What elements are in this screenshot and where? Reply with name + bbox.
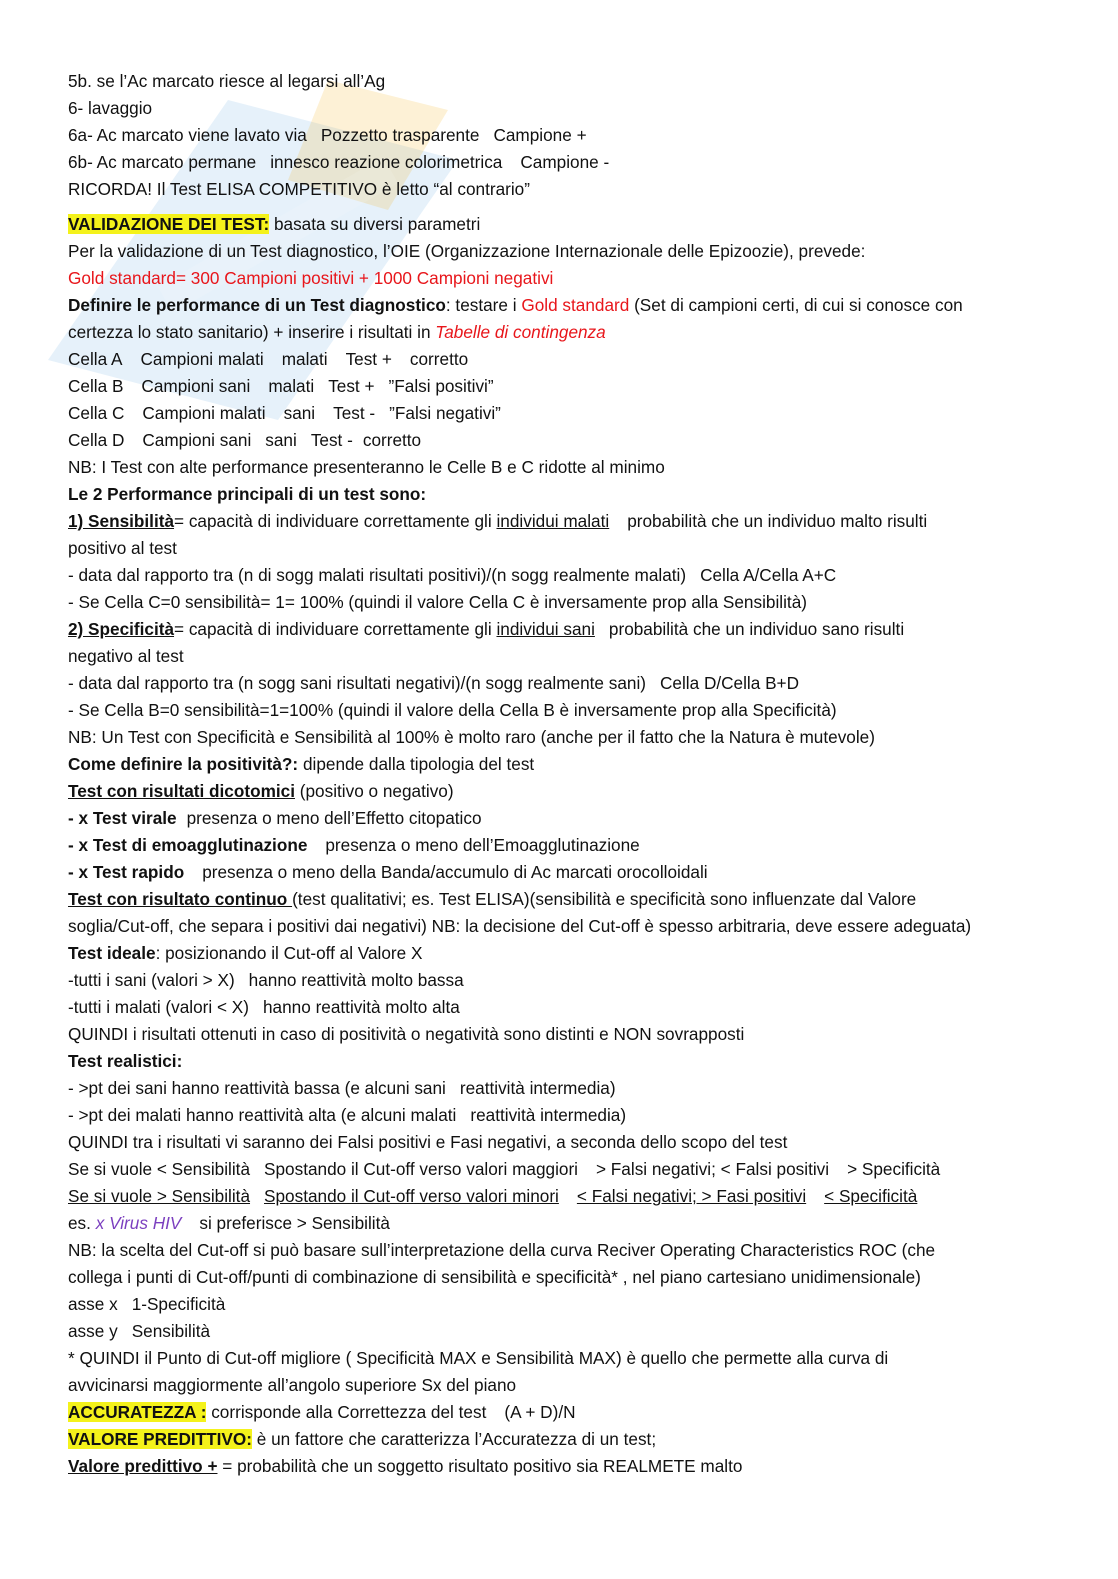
text-line: - >pt dei sani hanno reattività bassa (e alcuni sani reattività intermedia) [68,1078,616,1098]
text-line: 6- lavaggio [68,98,153,118]
text-line: soglia/Cut-off, che separa i positivi dai negativi) NB: la decisione del Cut-off è spesso arbitraria, deve essere adeguata) [68,916,972,936]
text-line: 6a- Ac marcato viene lavato via Pozzetto trasparente Campione + [68,125,587,145]
text-line: NB: Un Test con Specificità e Sensibilità al 100% è molto raro (anche per il fatto che la Natura è mutevole) [68,727,875,747]
text-line: collega i punti di Cut-off/punti di combinazione di sensibilità e specificità* , nel piano cartesiano unidimensionale) [68,1267,921,1287]
text-line: * QUINDI il Punto di Cut-off migliore ( Specificità MAX e Sensibilità MAX) è quello che permette alla curva di [68,1348,889,1368]
section-heading-valore-predittivo: VALORE PREDITTIVO: è un fattore che caratterizza l’Accuratezza di un test; [68,1429,657,1449]
text-line: Se si vuole > Sensibilità Spostando il Cut-off verso valori minori < Falsi negativi; > Fasi positivi < Specificità [68,1186,918,1206]
specificita-definition: 2) Specificità= capacità di individuare correttamente gli individui sani probabilità che un individuo sano risulti [68,619,905,639]
contingency-cell-a: Cella A Campioni malati malati Test + corretto [68,349,469,369]
text-line: - x Test di emoagglutinazione presenza o meno dell’Emoagglutinazione [68,835,640,855]
text-line: Test con risultati dicotomici (positivo o negativo) [68,781,454,801]
text-line: -tutti i sani (valori > X) hanno reattività molto bassa [68,970,464,990]
contingency-cell-b: Cella B Campioni sani malati Test + ”Falsi positivi” [68,376,494,396]
text-line: Per la validazione di un Test diagnostico, l’OIE (Organizzazione Internazionale delle Epizoozie), prevede: [68,241,866,261]
text-line: es. x Virus HIV si preferisce > Sensibilità [68,1213,390,1233]
text-line: Come definire la positività?: dipende dalla tipologia del test [68,754,535,774]
text-line: RICORDA! Il Test ELISA COMPETITIVO è letto “al contrario” [68,179,530,199]
contingency-cell-c: Cella C Campioni malati sani Test - ”Falsi negativi” [68,403,501,423]
text-line: - Se Cella B=0 sensibilità=1=100% (quindi il valore della Cella B è inversamente prop alla Specificità) [68,700,837,720]
subheading: Test realistici: [68,1051,183,1071]
text-line: - >pt dei malati hanno reattività alta (e alcuni malati reattività intermedia) [68,1105,627,1125]
text-line: - data dal rapporto tra (n di sogg malati risultati positivi)/(n sogg realmente malati) Cella A/Cella A+C [68,565,837,585]
text-line: - x Test virale presenza o meno dell’Effetto citopatico [68,808,482,828]
text-line: Definire le performance di un Test diagnostico: testare i Gold standard (Set di campioni certi, di cui si conosce con [68,295,963,315]
text-line: negativo al test [68,646,184,666]
text-line: asse x 1-Specificità [68,1294,226,1314]
text-line: Test ideale: posizionando il Cut-off al Valore X [68,943,423,963]
document-page [68,68,1078,1480]
subheading: Le 2 Performance principali di un test sono: [68,484,427,504]
sensibilita-definition: 1) Sensibilità= capacità di individuare correttamente gli individui malati probabilità che un individuo malto risulti [68,511,928,531]
text-line: positivo al test [68,538,177,558]
text-line: Test con risultato continuo (test qualitativi; es. Test ELISA)(sensibilità e specificità sono influenzate dal Valore [68,889,917,909]
section-heading-accuratezza: ACCURATEZZA : corrisponde alla Correttezza del test (A + D)/N [68,1402,576,1422]
text-line: - data dal rapporto tra (n sogg sani risultati negativi)/(n sogg realmente sani) Cella D/Cella B+D [68,673,799,693]
text-line: certezza lo stato sanitario) + inserire i risultati in Tabelle di contingenza [68,322,606,342]
text-line: asse y Sensibilità [68,1321,211,1341]
text-line: 5b. se l’Ac marcato riesce al legarsi all’Ag [68,71,386,91]
text-line: QUINDI tra i risultati vi saranno dei Falsi positivi e Fasi negativi, a seconda dello scopo del test [68,1132,788,1152]
text-line: Se si vuole < Sensibilità Spostando il Cut-off verso valori maggiori > Falsi negativi; < Falsi positivi > Specificità [68,1159,941,1179]
text-line: NB: la scelta del Cut-off si può basare sull’interpretazione della curva Reciver Operating Characteristics ROC (che [68,1240,936,1260]
gold-standard-line: Gold standard= 300 Campioni positivi + 1000 Campioni negativi [68,268,554,288]
text-line: avvicinarsi maggiormente all’angolo superiore Sx del piano [68,1375,517,1395]
text-line: QUINDI i risultati ottenuti in caso di positività o negatività sono distinti e NON sovrapposti [68,1024,745,1044]
text-line: NB: I Test con alte performance presenteranno le Celle B e C ridotte al minimo [68,457,665,477]
text-line: Valore predittivo + = probabilità che un soggetto risultato positivo sia REALMETE malto [68,1456,743,1476]
text-line: - x Test rapido presenza o meno della Banda/accumulo di Ac marcati orocolloidali [68,862,708,882]
text-line: - Se Cella C=0 sensibilità= 1= 100% (quindi il valore Cella C è inversamente prop alla Sensibilità) [68,592,807,612]
text-line: 6b- Ac marcato permane innesco reazione colorimetrica Campione - [68,152,610,172]
contingency-cell-d: Cella D Campioni sani sani Test - corretto [68,430,422,450]
section-heading-validazione: VALIDAZIONE DEI TEST: basata su diversi parametri [68,214,481,234]
text-line: -tutti i malati (valori < X) hanno reattività molto alta [68,997,460,1017]
